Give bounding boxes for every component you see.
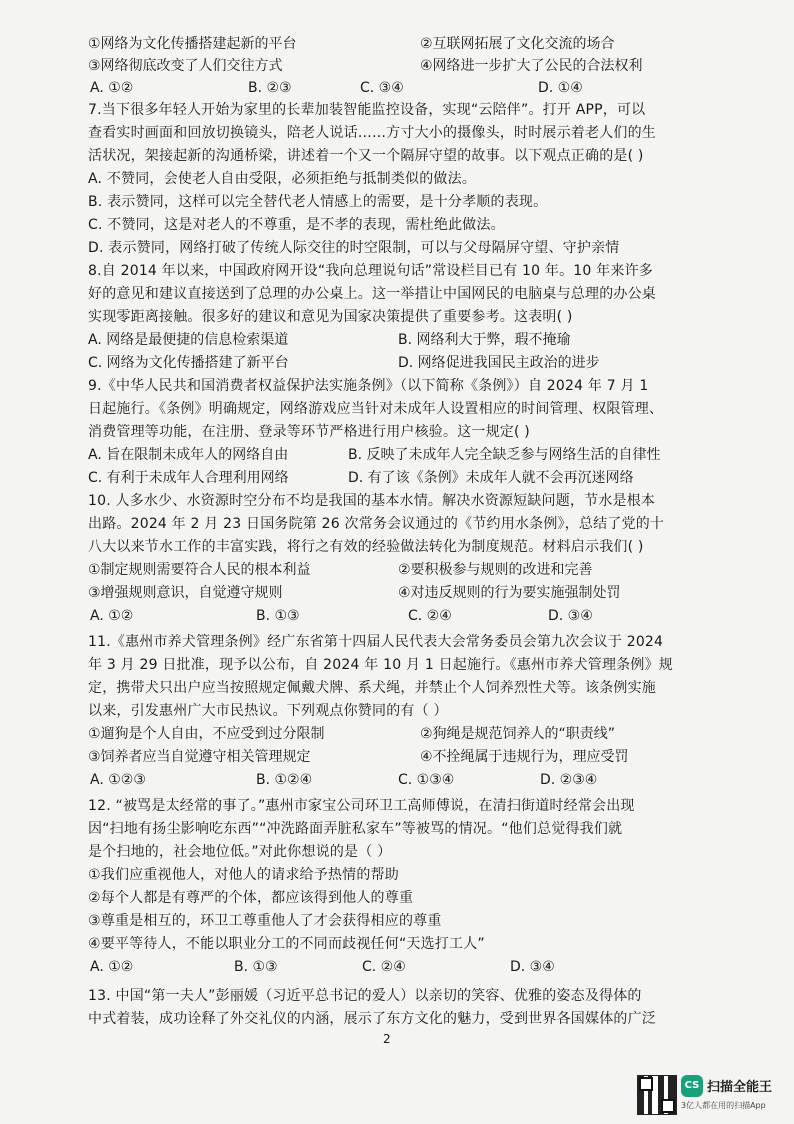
qr-code-icon [637,1075,677,1115]
q8-stem-line-1: 8.自 2014 年以来，中国政府网开设“我向总理说句话”常设栏目已有 10 年。10 年来许多 [88,263,653,279]
q12-choice-b: B. ①③ [234,959,278,975]
q11-stem-line-2: 年 3 月 29 日批准，现予以公布，自 2024 年 10 月 1 日起施行。《惠州市养犬管理条例》规 [88,657,673,673]
q10-statement-2: ②要积极参与规则的改进和完善 [398,562,593,578]
q11-choice-c: C. ①③④ [398,772,455,788]
q12-choice-a: A. ①② [90,959,134,975]
q7-choice-c: C. 不赞同，这是对老人的不尊重，是不孝的表现，需杜绝此做法。 [88,217,505,233]
q10-choice-c: C. ②④ [408,608,452,624]
q9-choice-d: D. 有了该《条例》未成年人就不会再沉迷网络 [348,470,634,486]
q6-statement-2: ②互联网拓展了文化交流的场合 [420,36,615,52]
q9-choice-c: C. 有利于未成年人合理利用网络 [88,470,289,486]
q10-stem-line-1: 10. 人多水少、水资源时空分布不均是我国的基本水情。解决水资源短缺问题，节水是根本 [88,493,656,509]
q11-statement-3: ③饲养者应当自觉遵守相关管理规定 [88,749,311,765]
q10-stem-line-2: 出路。2024 年 2 月 23 日国务院第 26 次常务会议通过的《节约用水条例》，总结了党的十 [88,516,665,532]
q12-stem-line-3: 是个扫地的，社会地位低。”对此你想说的是（ ） [88,844,392,860]
q11-choice-d: D. ②③④ [540,772,598,788]
q6-choice-a: A. ①② [90,80,134,96]
q12-choice-d: D. ③④ [510,959,555,975]
q8-stem-line-2: 好的意见和建议直接送到了总理的办公桌上。这一举措让中国网民的电脑桌与总理的办公桌 [88,286,656,302]
q7-stem-line-3: 活状况，架接起新的沟通桥梁，讲述着一个又一个隔屏守望的故事。以下观点正确的是( ) [88,148,644,164]
q9-stem-line-1: 9.《中华人民共和国消费者权益保护法实施条例》（以下简称《条例》）自 2024 年 7 月 1 [88,378,649,394]
scanner-app-name: 扫描全能王 [707,1080,773,1095]
q11-stem-line-4: 以来，引发惠州广大市民热议。下列观点你赞同的有（ ） [88,703,448,719]
q12-statement-3: ③尊重是相互的，环卫工尊重他人了才会获得相应的尊重 [88,913,442,929]
q8-choice-d: D. 网络促进我国民主政治的进步 [398,355,600,371]
q11-choice-a: A. ①②③ [90,772,146,788]
q12-stem-line-1: 12. “被骂是太经常的事了。”惠州市家宝公司环卫工高师傅说，在清扫街道时经常会出现 [88,798,635,814]
q12-statement-2: ②每个人都是有尊严的个体，都应该得到他人的尊重 [88,890,414,906]
q7-stem-line-2: 查看实时画面和回放切换镜头，陪老人说话……方寸大小的摄像头，时时展示着老人们的生 [88,125,656,141]
q8-stem-line-3: 实现零距离接触。很多好的建议和意见为国家决策提供了重要参考。这表明( ) [88,309,573,325]
camscanner-logo-icon: CS [681,1075,703,1097]
q7-stem-line-1: 7.当下很多年轻人开始为家里的长辈加装智能监控设备，实现“云陪伴”。打开 APP，可以 [88,102,646,118]
q6-choice-b: B. ②③ [248,80,292,96]
q6-statement-3: ③网络彻底改变了人们交往方式 [88,58,283,74]
q9-choice-b: B. 反映了未成年人完全缺乏参与网络生活的自律性 [348,447,661,463]
q12-stem-line-2: 因“扫地有扬尘影响吃东西”“冲洗路面弄脏私家车”等被骂的情况。“他们总觉得我们就 [88,821,623,837]
q8-choice-c: C. 网络为文化传播搭建了新平台 [88,355,289,371]
q10-choice-b: B. ①③ [256,608,300,624]
q6-choice-c: C. ③④ [360,80,404,96]
q13-stem-line-1: 13. 中国“第一夫人”彭丽媛（习近平总书记的爱人）以亲切的笑容、优雅的姿态及得体的 [88,988,642,1004]
q10-stem-line-3: 八大以来节水工作的丰富实践，将行之有效的经验做法转化为制度规范。材料启示我们( ) [88,539,644,555]
q12-choice-c: C. ②④ [362,959,406,975]
q11-statement-4: ④不拴绳属于违规行为，理应受罚 [420,749,629,765]
q10-statement-4: ④对违反规则的行为要实施强制处罚 [398,585,621,601]
q9-stem-line-2: 日起施行。《条例》明确规定，网络游戏应当针对未成年人设置相应的时间管理、权限管理、 [88,401,664,417]
q10-choice-a: A. ①② [90,608,134,624]
page-number: 2 [383,1032,391,1046]
q10-statement-1: ①制定规则需要符合人民的根本利益 [88,562,311,578]
q11-statement-2: ②狗绳是规范饲养人的“职责线” [420,726,616,742]
q6-choice-d: D. ①④ [538,80,583,96]
q6-statement-4: ④网络进一步扩大了公民的合法权利 [420,58,643,74]
q12-statement-1: ①我们应重视他人，对他人的请求给予热情的帮助 [88,867,399,883]
q11-stem-line-3: 定，携带犬只出户应当按照规定佩戴犬牌、系犬绳，并禁止个人饲养烈性犬等。该条例实施 [88,680,656,696]
q13-stem-line-2: 中式着装，成功诠释了外交礼仪的内涵，展示了东方文化的魅力，受到世界各国媒体的广泛 [88,1011,656,1027]
q12-statement-4: ④要平等待人，不能以职业分工的不同而歧视任何“天选打工人” [88,936,485,952]
q10-choice-d: D. ③④ [548,608,593,624]
scanner-app-tagline: 3亿人都在用的扫描App [681,1101,766,1110]
q6-statement-1: ①网络为文化传播搭建起新的平台 [88,36,297,52]
q9-choice-a: A. 旨在限制未成年人的网络自由 [88,447,289,463]
q7-choice-d: D. 表示赞同，网络打破了传统人际交往的时空限制，可以与父母隔屏守望、守护亲情 [88,240,620,256]
q8-choice-a: A. 网络是最便捷的信息检索渠道 [88,332,289,348]
q7-choice-b: B. 表示赞同，这样可以完全替代老人情感上的需要，是十分孝顺的表现。 [88,194,548,210]
q11-statement-1: ①遛狗是个人自由，不应受到过分限制 [88,726,325,742]
q8-choice-b: B. 网络利大于弊，瑕不掩瑜 [398,332,571,348]
q10-statement-3: ③增强规则意识，自觉遵守规则 [88,585,283,601]
q11-stem-line-1: 11.《惠州市养犬管理条例》经广东省第十四届人民代表大会常务委员会第九次会议于 2024 [88,634,664,650]
q7-choice-a: A. 不赞同，会使老人自由受限，必须拒绝与抵制类似的做法。 [88,171,477,187]
q9-stem-line-3: 消费管理等功能，在注册、登录等环节严格进行用户核验。这一规定( ) [88,424,530,440]
q11-choice-b: B. ①②④ [256,772,313,788]
